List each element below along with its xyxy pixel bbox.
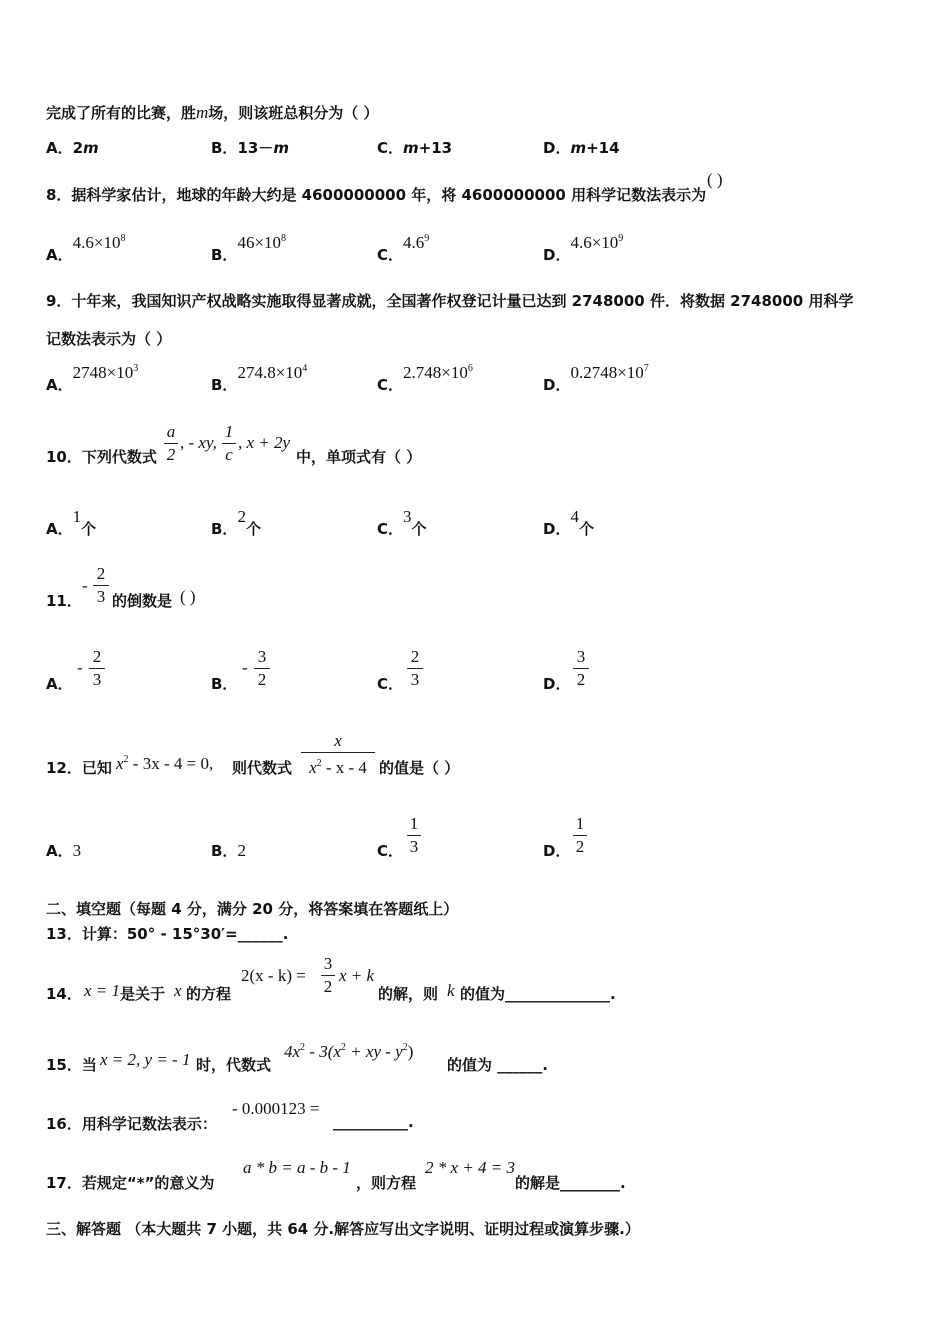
q9-stem-line2: 记数法表示为（ ）: [46, 330, 172, 348]
q15-prefix: 15．当: [46, 1056, 97, 1074]
q11-answer-paren: ( ): [180, 587, 196, 606]
q11-suffix: 的倒数是: [112, 592, 173, 610]
q17-mid-text: ，则方程: [356, 1174, 417, 1192]
q11-option-a-sign: -: [77, 658, 83, 677]
q8-stem: 8．据科学家估计，地球的年龄大约是 4600000000 年，将 4600000000 用科学记数法表示为: [46, 186, 707, 204]
q11-option-a-fraction: 2 3: [89, 647, 105, 690]
q16-answer: __________.: [333, 1113, 414, 1131]
q11-fraction: 2 3: [93, 564, 109, 607]
q14-text-2: 的方程: [186, 985, 232, 1003]
q14-answer: 的值为______________.: [460, 985, 616, 1003]
q12-prefix: 12．已知: [46, 759, 112, 777]
q12-option-d-fraction: 1 2: [573, 814, 587, 857]
q17-prefix: 17．若规定“*”的意义为: [46, 1174, 215, 1192]
q11-option-b-sign: -: [242, 658, 248, 677]
q11-option-a-label: A．: [46, 675, 73, 693]
q15-mid-text: 时，代数式: [196, 1056, 272, 1074]
q10-option-d: D．4个: [543, 507, 594, 538]
q10-option-b: B．2个: [211, 507, 261, 538]
q7-option-d: D．m+14: [543, 139, 620, 157]
q10-fraction-1-over-c: 1 c: [222, 422, 236, 465]
q14-condition: x = 1: [84, 981, 121, 1000]
q8-option-a: A．$4.6\times 10^8$: [46, 233, 126, 264]
q12-equation: $x^2 - 3x - 4 = 0$,: [116, 754, 214, 773]
q7-stem: 完成了所有的比赛，胜m场，则该班总积分为（ ）: [46, 103, 379, 122]
q9-stem-line1: 9．十年来，我国知识产权战略实施取得显著成就，全国著作权登记计量已达到 2748000 件．将数据 2748000 用科学: [46, 292, 854, 310]
q7-option-a: A．2m: [46, 139, 99, 157]
q15-expression: $4x^2 - 3(x^2$ + xy - $y^2$): [284, 1042, 414, 1061]
q14-prefix: 14．: [46, 985, 82, 1003]
q12-option-c-fraction: 1 3: [407, 814, 421, 857]
q8-option-c: C．$4.6^9$: [377, 233, 430, 264]
q17-answer: 的解是________.: [515, 1174, 626, 1192]
q12-suffix: 的值是（ ）: [379, 759, 460, 777]
q8-answer-paren: ( ): [707, 170, 723, 189]
q10-option-c: C．3个: [377, 507, 427, 538]
q11-negative-sign: -: [82, 576, 88, 595]
q10-suffix: 中，单项式有（ ）: [296, 448, 422, 466]
q14-equation-left: 2(x - k) =: [241, 966, 306, 985]
section-2-title: 二、填空题（每题 4 分，满分 20 分，将答案填在答题纸上）: [46, 900, 459, 918]
q12-option-b: B．2: [211, 841, 246, 860]
q10-prefix: 10．下列代数式: [46, 448, 157, 466]
q10-fraction-a-over-2: a 2: [164, 422, 178, 465]
q10-option-a: A．1个: [46, 507, 97, 538]
q12-option-d-label: D．: [543, 842, 571, 860]
q10-term-xy: , - xy,: [180, 433, 217, 452]
q16-expression: - 0.000123 =: [232, 1099, 320, 1118]
q16-prefix: 16．用科学记数法表示：: [46, 1115, 217, 1133]
q14-text-3: 的解，则: [378, 985, 439, 1003]
q14-fraction: 3 2: [321, 954, 335, 997]
q14-var-x: x: [174, 981, 182, 1000]
q12-mid-text: 则代数式: [232, 759, 293, 777]
q11-option-d-fraction: 3 2: [573, 647, 589, 690]
q14-text-1: 是关于: [120, 985, 166, 1003]
q15-condition: x = 2, y = - 1: [100, 1050, 191, 1069]
q7-option-b: B．13－m: [211, 139, 289, 157]
q9-option-a: A．$2748\times 10^3$: [46, 363, 139, 394]
q11-option-d-label: D．: [543, 675, 571, 693]
q8-option-d: D．$4.6\times 10^9$: [543, 233, 624, 264]
q11-option-b-label: B．: [211, 675, 238, 693]
q17-definition: a * b = a - b - 1: [243, 1158, 351, 1177]
q11-option-b-fraction: 3 2: [254, 647, 270, 690]
q11-option-c-fraction: 2 3: [407, 647, 423, 690]
q17-equation: 2 * x + 4 = 3: [425, 1158, 515, 1177]
q11-prefix: 11．: [46, 592, 82, 610]
q12-option-a: A．3: [46, 841, 82, 860]
q8-option-b: B．$46\times 10^8$: [211, 233, 287, 264]
q11-option-c-label: C．: [377, 675, 404, 693]
q10-term-x-plus-2y: , x + 2y: [238, 433, 291, 452]
q12-option-c-label: C．: [377, 842, 404, 860]
q13: 13．计算：50° - 15°30′=______.: [46, 925, 289, 943]
q7-option-c: C．m+13: [377, 139, 453, 157]
q14-var-k: k: [447, 981, 455, 1000]
q14-equation-right: x + k: [339, 966, 375, 985]
q12-fraction: x $x^2$ - x - 4: [301, 731, 375, 778]
section-3-title: 三、解答题 （本大题共 7 小题，共 64 分.解答应写出文字说明、证明过程或演算步骤.）: [46, 1220, 640, 1238]
q9-option-b: B．$274.8\times 10^4$: [211, 363, 308, 394]
q9-option-d: D．$0.2748\times 10^7$: [543, 363, 649, 394]
q9-option-c: C．$2.748\times 10^6$: [377, 363, 473, 394]
q15-answer: 的值为 ______.: [447, 1056, 548, 1074]
